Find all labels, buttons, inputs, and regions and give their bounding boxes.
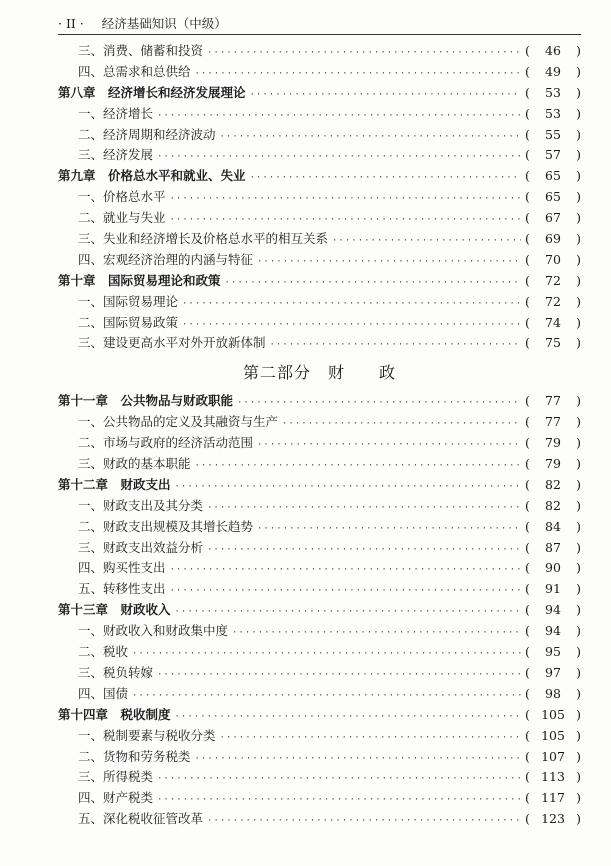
toc-page-ref bbox=[525, 475, 581, 496]
toc-section-entry[interactable] bbox=[58, 684, 581, 705]
toc-section-entry[interactable] bbox=[58, 250, 581, 271]
paren-open: ( bbox=[525, 456, 530, 472]
toc-chapter-entry[interactable] bbox=[58, 391, 581, 412]
table-of-contents bbox=[58, 41, 581, 830]
toc-page-ref bbox=[525, 333, 581, 354]
toc-leader-dots bbox=[175, 602, 521, 623]
toc-leader-dots bbox=[207, 811, 521, 832]
toc-page-ref bbox=[525, 292, 581, 313]
toc-page-number: 84 bbox=[545, 518, 561, 534]
paren-close: ) bbox=[576, 790, 581, 806]
toc-page-ref bbox=[525, 747, 581, 768]
toc-entry-label: 第八章 经济增长和经济发展理论 bbox=[58, 84, 246, 100]
paren-close: ) bbox=[576, 727, 581, 743]
toc-section-entry[interactable] bbox=[58, 496, 581, 517]
toc-page-number: 123 bbox=[541, 811, 565, 827]
toc-page-ref bbox=[525, 208, 581, 229]
paren-open: ( bbox=[525, 251, 530, 267]
toc-page-number: 107 bbox=[541, 748, 565, 764]
paren-open: ( bbox=[525, 393, 530, 409]
toc-part-two bbox=[58, 391, 581, 830]
toc-page-ref bbox=[525, 642, 581, 663]
toc-leader-dots bbox=[207, 43, 521, 64]
toc-page-number: 79 bbox=[545, 456, 561, 472]
toc-page-number: 72 bbox=[545, 293, 561, 309]
paren-close: ) bbox=[576, 210, 581, 226]
toc-entry-label: 三、财政的基本职能 bbox=[78, 456, 191, 472]
toc-leader-dots bbox=[195, 456, 521, 477]
toc-section-entry[interactable] bbox=[58, 62, 581, 83]
paren-close: ) bbox=[576, 623, 581, 639]
paren-open: ( bbox=[525, 539, 530, 555]
toc-page-ref bbox=[525, 104, 581, 125]
toc-page-ref bbox=[525, 250, 581, 271]
toc-page-number: 69 bbox=[545, 231, 561, 247]
toc-leader-dots bbox=[182, 294, 521, 315]
toc-entry-label: 二、市场与政府的经济活动范围 bbox=[78, 435, 254, 451]
toc-page-ref bbox=[525, 538, 581, 559]
toc-page-ref bbox=[525, 684, 581, 705]
toc-section-entry[interactable] bbox=[58, 454, 581, 475]
toc-leader-dots bbox=[257, 252, 521, 273]
toc-leader-dots bbox=[195, 749, 521, 770]
paren-close: ) bbox=[576, 497, 581, 513]
toc-leader-dots bbox=[157, 790, 521, 811]
toc-leader-dots bbox=[175, 707, 521, 728]
paren-open: ( bbox=[525, 314, 530, 330]
paren-close: ) bbox=[576, 748, 581, 764]
toc-page-ref bbox=[525, 517, 581, 538]
paren-open: ( bbox=[525, 147, 530, 163]
paren-open: ( bbox=[525, 602, 530, 618]
paren-open: ( bbox=[525, 126, 530, 142]
toc-leader-dots bbox=[220, 728, 521, 749]
paren-close: ) bbox=[576, 126, 581, 142]
toc-leader-dots bbox=[232, 623, 521, 644]
toc-page-ref bbox=[525, 271, 581, 292]
toc-page-number: 46 bbox=[545, 43, 561, 58]
toc-section-entry[interactable] bbox=[58, 433, 581, 454]
toc-leader-dots bbox=[250, 168, 521, 189]
toc-entry-label: 一、价格总水平 bbox=[78, 189, 166, 205]
toc-page-number: 97 bbox=[545, 664, 561, 680]
toc-page-ref bbox=[525, 145, 581, 166]
paren-open: ( bbox=[525, 210, 530, 226]
toc-page-number: 91 bbox=[545, 581, 561, 597]
paren-close: ) bbox=[576, 393, 581, 409]
toc-entry-label: 第十四章 税收制度 bbox=[58, 706, 171, 722]
toc-page-number: 105 bbox=[541, 706, 565, 722]
paren-close: ) bbox=[576, 293, 581, 309]
toc-entry-label: 第九章 价格总水平和就业、失业 bbox=[58, 168, 246, 184]
toc-entry-label: 三、消费、储蓄和投资 bbox=[78, 43, 204, 58]
toc-page-number: 65 bbox=[545, 189, 561, 205]
paren-close: ) bbox=[576, 168, 581, 184]
toc-chapter-entry[interactable] bbox=[58, 475, 581, 496]
header-page-number: · II · bbox=[58, 16, 84, 31]
toc-leader-dots bbox=[170, 189, 521, 210]
toc-section-entry[interactable] bbox=[58, 208, 581, 229]
toc-section-entry[interactable] bbox=[58, 145, 581, 166]
toc-page-number: 70 bbox=[545, 251, 561, 267]
toc-entry-label: 三、建设更高水平对外开放新体制 bbox=[78, 335, 266, 351]
toc-leader-dots bbox=[257, 435, 521, 456]
paren-close: ) bbox=[576, 602, 581, 618]
paren-open: ( bbox=[525, 63, 530, 79]
toc-chapter-entry[interactable] bbox=[58, 705, 581, 726]
toc-chapter-entry[interactable] bbox=[58, 271, 581, 292]
toc-page-ref bbox=[525, 125, 581, 146]
toc-page-number: 95 bbox=[545, 644, 561, 660]
toc-page-ref bbox=[525, 166, 581, 187]
toc-entry-label: 三、失业和经济增长及价格总水平的相互关系 bbox=[78, 231, 329, 247]
paren-open: ( bbox=[525, 414, 530, 430]
paren-open: ( bbox=[525, 497, 530, 513]
toc-entry-label: 一、财政收入和财政集中度 bbox=[78, 623, 229, 639]
toc-section-entry[interactable] bbox=[58, 767, 581, 788]
toc-entry-label: 三、财政支出效益分析 bbox=[78, 539, 204, 555]
toc-section-entry[interactable] bbox=[58, 104, 581, 125]
toc-entry-label: 二、就业与失业 bbox=[78, 210, 166, 226]
toc-page-number: 117 bbox=[541, 790, 565, 806]
paren-open: ( bbox=[525, 790, 530, 806]
toc-section-entry[interactable] bbox=[58, 517, 581, 538]
toc-section-entry[interactable] bbox=[58, 41, 581, 62]
toc-page-ref bbox=[525, 663, 581, 684]
toc-page-number: 98 bbox=[545, 685, 561, 701]
paren-close: ) bbox=[576, 63, 581, 79]
toc-page-ref bbox=[525, 788, 581, 809]
toc-page-number: 77 bbox=[545, 414, 561, 430]
paren-open: ( bbox=[525, 727, 530, 743]
paren-close: ) bbox=[576, 231, 581, 247]
toc-page-number: 82 bbox=[545, 497, 561, 513]
toc-leader-dots bbox=[157, 665, 521, 686]
paren-close: ) bbox=[576, 706, 581, 722]
toc-entry-label: 五、转移性支出 bbox=[78, 581, 166, 597]
toc-entry-label: 第十一章 公共物品与财政职能 bbox=[58, 393, 234, 409]
toc-page-number: 49 bbox=[545, 63, 561, 79]
paren-open: ( bbox=[525, 105, 530, 121]
toc-entry-label: 一、国际贸易理论 bbox=[78, 293, 179, 309]
toc-page-ref bbox=[525, 313, 581, 334]
toc-section-entry[interactable] bbox=[58, 642, 581, 663]
toc-page-ref bbox=[525, 809, 581, 830]
paren-open: ( bbox=[525, 706, 530, 722]
toc-leader-dots bbox=[250, 85, 521, 106]
toc-section-entry[interactable] bbox=[58, 809, 581, 830]
toc-section-entry[interactable] bbox=[58, 788, 581, 809]
toc-section-entry[interactable] bbox=[58, 292, 581, 313]
toc-entry-label: 一、经济增长 bbox=[78, 105, 154, 121]
toc-leader-dots bbox=[332, 231, 521, 252]
paren-open: ( bbox=[525, 811, 530, 827]
toc-page-ref bbox=[525, 767, 581, 788]
toc-page-ref bbox=[525, 705, 581, 726]
toc-leader-dots bbox=[207, 498, 521, 519]
paren-close: ) bbox=[576, 189, 581, 205]
toc-page-number: 113 bbox=[541, 769, 565, 785]
header-rule bbox=[58, 34, 581, 35]
toc-leader-dots bbox=[270, 335, 521, 356]
toc-page-ref bbox=[525, 391, 581, 412]
toc-page-number: 53 bbox=[545, 105, 561, 121]
paren-close: ) bbox=[576, 84, 581, 100]
toc-chapter-entry[interactable] bbox=[58, 83, 581, 104]
toc-page-number: 57 bbox=[545, 147, 561, 163]
toc-page-number: 72 bbox=[545, 272, 561, 288]
toc-page-ref bbox=[525, 83, 581, 104]
toc-page-ref bbox=[525, 187, 581, 208]
toc-leader-dots bbox=[170, 581, 521, 602]
toc-leader-dots bbox=[157, 147, 521, 168]
toc-leader-dots bbox=[195, 64, 521, 85]
paren-close: ) bbox=[576, 435, 581, 451]
toc-entry-label: 四、财产税类 bbox=[78, 790, 154, 806]
toc-leader-dots bbox=[157, 769, 521, 790]
toc-entry-label: 二、货物和劳务税类 bbox=[78, 748, 191, 764]
toc-page-ref bbox=[525, 621, 581, 642]
paren-open: ( bbox=[525, 335, 530, 351]
toc-page-number: 74 bbox=[545, 314, 561, 330]
paren-open: ( bbox=[525, 769, 530, 785]
toc-page-ref bbox=[525, 496, 581, 517]
paren-close: ) bbox=[576, 476, 581, 492]
toc-entry-label: 二、财政支出规模及其增长趋势 bbox=[78, 518, 254, 534]
toc-entry-label: 一、财政支出及其分类 bbox=[78, 497, 204, 513]
paren-close: ) bbox=[576, 685, 581, 701]
paren-close: ) bbox=[576, 414, 581, 430]
toc-leader-dots bbox=[225, 273, 521, 294]
paren-close: ) bbox=[576, 769, 581, 785]
toc-page-number: 94 bbox=[545, 623, 561, 639]
toc-page-ref bbox=[525, 454, 581, 475]
toc-entry-label: 第十三章 财政收入 bbox=[58, 602, 171, 618]
toc-page-number: 77 bbox=[545, 393, 561, 409]
paren-open: ( bbox=[525, 685, 530, 701]
toc-section-entry[interactable] bbox=[58, 579, 581, 600]
paren-close: ) bbox=[576, 335, 581, 351]
toc-entry-label: 三、税负转嫁 bbox=[78, 664, 154, 680]
toc-page-ref bbox=[525, 62, 581, 83]
toc-leader-dots bbox=[207, 540, 521, 561]
paren-open: ( bbox=[525, 168, 530, 184]
toc-leader-dots bbox=[157, 106, 521, 127]
toc-leader-dots bbox=[132, 644, 521, 665]
paren-open: ( bbox=[525, 231, 530, 247]
toc-leader-dots bbox=[170, 560, 521, 581]
toc-section-entry[interactable] bbox=[58, 558, 581, 579]
toc-section-entry[interactable] bbox=[58, 229, 581, 250]
toc-entry-label: 三、所得税类 bbox=[78, 769, 154, 785]
paren-open: ( bbox=[525, 293, 530, 309]
paren-open: ( bbox=[525, 623, 530, 639]
toc-page-number: 55 bbox=[545, 126, 561, 142]
toc-entry-label: 三、经济发展 bbox=[78, 147, 154, 163]
toc-entry-label: 二、经济周期和经济波动 bbox=[78, 126, 216, 142]
header-book-title: 经济基础知识（中级） bbox=[101, 16, 227, 31]
paren-close: ) bbox=[576, 560, 581, 576]
paren-close: ) bbox=[576, 43, 581, 58]
toc-section-entry[interactable] bbox=[58, 663, 581, 684]
toc-section-entry[interactable] bbox=[58, 726, 581, 747]
paren-close: ) bbox=[576, 456, 581, 472]
toc-page-ref bbox=[525, 600, 581, 621]
toc-page-number: 67 bbox=[545, 210, 561, 226]
toc-entry-label: 二、国际贸易政策 bbox=[78, 314, 179, 330]
toc-page-number: 105 bbox=[541, 727, 565, 743]
toc-leader-dots bbox=[237, 393, 521, 414]
toc-section-entry[interactable] bbox=[58, 125, 581, 146]
toc-section-entry[interactable] bbox=[58, 747, 581, 768]
toc-page-number: 94 bbox=[545, 602, 561, 618]
paren-close: ) bbox=[576, 105, 581, 121]
paren-open: ( bbox=[525, 476, 530, 492]
toc-leader-dots bbox=[257, 519, 521, 540]
toc-entry-label: 一、税制要素与税收分类 bbox=[78, 727, 216, 743]
toc-page-number: 90 bbox=[545, 560, 561, 576]
toc-entry-label: 四、宏观经济治理的内涵与特征 bbox=[78, 251, 254, 267]
paren-close: ) bbox=[576, 518, 581, 534]
paren-open: ( bbox=[525, 43, 530, 58]
toc-page-number: 65 bbox=[545, 168, 561, 184]
paren-close: ) bbox=[576, 581, 581, 597]
toc-entry-label: 第十二章 财政支出 bbox=[58, 476, 171, 492]
paren-close: ) bbox=[576, 147, 581, 163]
toc-entry-label: 五、深化税收征管改革 bbox=[78, 811, 204, 827]
paren-open: ( bbox=[525, 748, 530, 764]
toc-leader-dots bbox=[170, 210, 521, 231]
toc-entry-label: 四、购买性支出 bbox=[78, 560, 166, 576]
paren-close: ) bbox=[576, 251, 581, 267]
toc-page-ref bbox=[525, 558, 581, 579]
toc-section-entry[interactable] bbox=[58, 538, 581, 559]
toc-page-number: 75 bbox=[545, 335, 561, 351]
toc-entry-label: 第十章 国际贸易理论和政策 bbox=[58, 272, 221, 288]
toc-page-number: 82 bbox=[545, 476, 561, 492]
toc-chapter-entry[interactable] bbox=[58, 166, 581, 187]
toc-section-entry[interactable] bbox=[58, 187, 581, 208]
toc-section-entry[interactable] bbox=[58, 621, 581, 642]
paren-close: ) bbox=[576, 272, 581, 288]
toc-leader-dots bbox=[220, 127, 521, 148]
paren-open: ( bbox=[525, 189, 530, 205]
toc-page-ref bbox=[525, 726, 581, 747]
toc-entry-label: 二、税收 bbox=[78, 644, 129, 660]
toc-page-ref bbox=[525, 41, 581, 62]
toc-page-ref bbox=[525, 579, 581, 600]
toc-entry-label: 四、国债 bbox=[78, 685, 129, 701]
paren-open: ( bbox=[525, 644, 530, 660]
toc-section-entry[interactable] bbox=[58, 412, 581, 433]
paren-open: ( bbox=[525, 272, 530, 288]
paren-close: ) bbox=[576, 314, 581, 330]
toc-page-ref bbox=[525, 229, 581, 250]
paren-open: ( bbox=[525, 518, 530, 534]
toc-page-number: 53 bbox=[545, 84, 561, 100]
toc-leader-dots bbox=[132, 686, 521, 707]
toc-page-ref bbox=[525, 412, 581, 433]
toc-chapter-entry[interactable] bbox=[58, 600, 581, 621]
paren-open: ( bbox=[525, 560, 530, 576]
toc-page-ref bbox=[525, 433, 581, 454]
paren-close: ) bbox=[576, 644, 581, 660]
toc-entry-label: 四、总需求和总供给 bbox=[78, 63, 191, 79]
toc-entry-label: 一、公共物品的定义及其融资与生产 bbox=[78, 414, 279, 430]
paren-close: ) bbox=[576, 811, 581, 827]
toc-section-entry[interactable] bbox=[58, 333, 581, 354]
toc-page-number: 87 bbox=[545, 539, 561, 555]
toc-leader-dots bbox=[175, 477, 521, 498]
toc-leader-dots bbox=[182, 315, 521, 336]
paren-close: ) bbox=[576, 539, 581, 555]
toc-part-one-continued bbox=[58, 41, 581, 354]
running-header bbox=[58, 14, 578, 32]
toc-page-number: 79 bbox=[545, 435, 561, 451]
toc-leader-dots bbox=[282, 414, 521, 435]
paren-open: ( bbox=[525, 84, 530, 100]
paren-close: ) bbox=[576, 664, 581, 680]
paren-open: ( bbox=[525, 435, 530, 451]
toc-section-entry[interactable] bbox=[58, 313, 581, 334]
paren-open: ( bbox=[525, 581, 530, 597]
paren-open: ( bbox=[525, 664, 530, 680]
part-title: 第二部分 财 政 bbox=[242, 363, 396, 383]
